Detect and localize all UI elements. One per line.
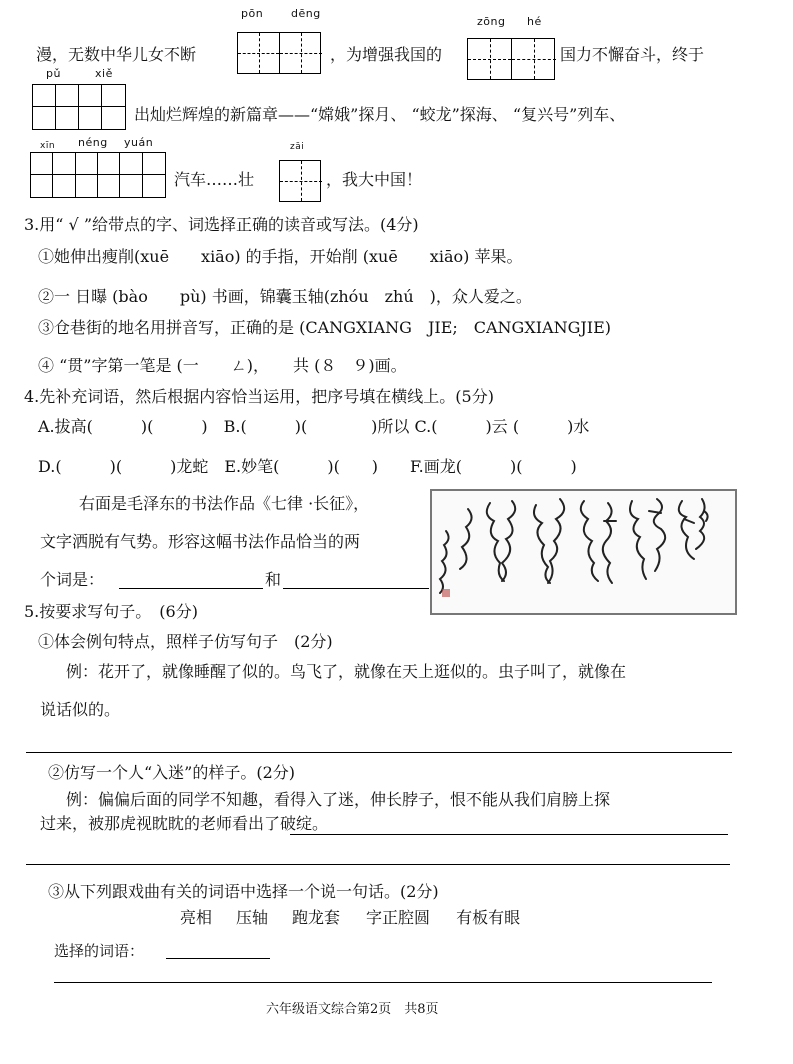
q4-row-2[interactable]: D.( )( )龙蛇 E.妙笔( )( ) F.画龙( )( ) xyxy=(38,457,577,476)
q3-item-2[interactable]: ②一 日曝 (bào pù) 书画，锦囊玉轴(zhóu zhú )，众人爱之。 xyxy=(38,287,532,306)
q5-sub3-word-line[interactable] xyxy=(166,958,270,959)
q4-calligraphy-text-3b: 和 xyxy=(265,570,282,589)
q3-item-4[interactable]: ④ “贯”字第一笔是 (一 ㄥ)， 共 (８ ９)画。 xyxy=(38,356,407,375)
answer-grid-puxie[interactable] xyxy=(32,84,126,130)
answer-grid-xinnengyuan[interactable] xyxy=(30,152,166,198)
word-option[interactable]: 压轴 xyxy=(236,908,269,927)
word-option[interactable]: 跑龙套 xyxy=(292,908,341,927)
pinyin-zai: zāi xyxy=(290,142,305,152)
q5-sub2-answer-line-1[interactable] xyxy=(290,834,728,835)
q5-sub1-example-a: 例：花开了，就像睡醒了似的。鸟飞了，就像在天上逛似的。虫子叫了，就像在 xyxy=(66,662,627,681)
pinyin-neng: néng xyxy=(78,136,108,149)
intro-line2: 出灿烂辉煌的新篇章——“嫦娥”探月、 “蛟龙”探海、 “复兴号”列车、 xyxy=(134,105,626,124)
intro-line3-a: 汽车……壮 xyxy=(174,170,255,189)
pinyin-pun: pōn xyxy=(241,7,264,20)
q5-sub3-answer-line[interactable] xyxy=(54,982,712,983)
pinyin-xin: xīn xyxy=(40,141,56,151)
q5-sub3-label: 选择的词语： xyxy=(54,942,145,960)
word-option[interactable]: 有板有眼 xyxy=(456,908,521,927)
intro-line1-a: 漫，无数中华儿女不断 xyxy=(36,45,197,64)
q5-sub3-title: ③从下列跟戏曲有关的词语中选择一个说一句话。(2分) xyxy=(48,882,439,901)
q5-sub2-example-a: 例：偏偏后面的同学不知趣，看得入了迷，伸长脖子，恨不能从我们肩膀上探 xyxy=(66,790,611,809)
q3-title: 3.用“ √ ”给带点的字、词选择正确的读音或写法。(4分) xyxy=(24,215,419,234)
q4-calligraphy-text-3a: 个词是： xyxy=(40,570,105,589)
pinyin-yuan: yuán xyxy=(124,136,154,149)
q4-calligraphy-text-1: 右面是毛泽东的书法作品《七律 ·长征》， xyxy=(79,494,370,513)
intro-line1-b: ，为增强我国的 xyxy=(330,45,443,64)
q4-row-1[interactable]: A.拔高( )( ) B.( )( )所以 C.( )云 ( )水 xyxy=(38,417,590,436)
calligraphy-image xyxy=(430,489,737,615)
pinyin-deng: dēng xyxy=(291,7,321,20)
q5-sub1-title: ①体会例句特点，照样子仿写句子 (2分) xyxy=(38,632,333,651)
q4-answer-line-1[interactable] xyxy=(119,588,263,589)
q5-sub2-answer-line-2[interactable] xyxy=(26,864,730,865)
pinyin-zong: zōng xyxy=(477,15,506,28)
q5-sub2-example-b: 过来，被那虎视眈眈的老师看出了破绽。 xyxy=(40,814,329,833)
q5-sub2-title: ②仿写一个人“入迷”的样子。(2分) xyxy=(48,763,296,782)
q5-title: 5.按要求写句子。 (6分) xyxy=(24,602,198,621)
intro-line1-c: 国力不懈奋斗，终于 xyxy=(560,45,705,64)
pinyin-pu: pǔ xyxy=(46,67,61,80)
pinyin-he: hé xyxy=(527,15,542,28)
answer-box-zai[interactable] xyxy=(279,160,321,202)
word-option[interactable]: 字正腔圆 xyxy=(366,908,431,927)
q4-title: 4.先补充词语，然后根据内容恰当运用，把序号填在横线上。(5分) xyxy=(24,387,494,406)
q3-item-3[interactable]: ③仓巷街的地名用拼音写，正确的是 (CANGXIANG JIE; CANGXIANGJIE) xyxy=(38,318,612,337)
answer-box-pundeng[interactable] xyxy=(237,32,321,74)
word-option[interactable]: 亮相 xyxy=(180,908,213,927)
pinyin-xie: xiě xyxy=(95,67,113,80)
q5-sub1-example-b: 说话似的。 xyxy=(40,700,121,719)
q4-answer-line-2[interactable] xyxy=(283,588,429,589)
q4-calligraphy-text-2: 文字洒脱有气势。形容这幅书法作品恰当的两 xyxy=(40,532,361,551)
intro-line3-b: ，我大中国！ xyxy=(326,170,423,189)
q5-sub1-answer-line[interactable] xyxy=(26,752,732,753)
q5-sub3-word-list xyxy=(180,908,520,928)
q3-item-1[interactable]: ①她伸出瘦削(xuē xiāo) 的手指，开始削 (xuē xiāo) 苹果。 xyxy=(38,247,523,266)
page-footer: 六年级语文综合第2页 共8页 xyxy=(266,1002,439,1017)
answer-box-zonghe[interactable] xyxy=(467,38,555,80)
